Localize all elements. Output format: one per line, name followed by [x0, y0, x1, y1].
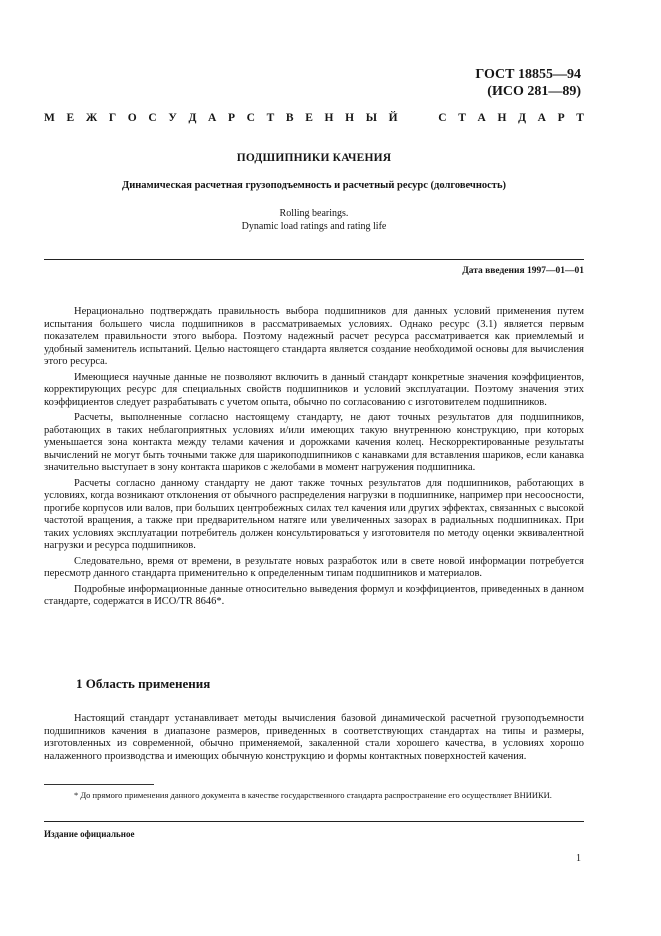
banner-letter: Ж — [85, 112, 98, 124]
banner-letter: С — [438, 112, 447, 124]
banner-letter: Н — [497, 112, 507, 124]
banner-letter: О — [127, 112, 137, 124]
paragraph: Имеющиеся научные данные не позволяют включить в данный стандарт конкретные значения коэффициентов, корректирующих ресурс для специальных свойств подшипников и условий эксплуатации. Поэтому значения этих коэффициентов следует разрабатывать с учетом опыта, обычно по согласованию с изготовителем подшипников. — [44, 371, 584, 408]
iso-number: (ИСО 281—89) — [487, 84, 581, 99]
gost-number: ГОСТ 18855—94 — [475, 67, 581, 82]
banner-letter: Н — [324, 112, 334, 124]
banner-letter: Т — [576, 112, 584, 124]
english-title-line2: Dynamic load ratings and rating life — [241, 221, 387, 232]
footnote — [44, 790, 584, 801]
paragraph: Нерационально подтверждать правильность выбора подшипников для данных условий применения путем испытания большего числа подшипников в рассматриваемых условиях. Однако ресурс (3.1) является первым показателем правильности этого выбора. Поэтому надежный расчет ресурса рассматривается как приемлемый и удобный заменитель испытаний. Целью настоящего стандарта является создание необходимой основы для вычисления этого ресурса. — [44, 306, 584, 367]
footer-divider — [44, 821, 584, 822]
banner-letter: А — [208, 112, 217, 124]
banner-letter: Г — [108, 112, 117, 124]
paragraph: Настоящий стандарт устанавливает методы вычисления базовой динамической расчетной грузоподъемности подшипников качения в диапазоне размеров, приведенных в соответствующих стандартах на типы и размеры, изготовленных из современной, обычно применяемой, закаленной стали хорошего качества, в условиях хорошо налаженного производства и имеющих обычную конструкцию и формы контактных поверхностей качения. — [44, 713, 584, 762]
banner-letter: Н — [345, 112, 355, 124]
header-divider — [44, 259, 584, 260]
banner-letter: С — [148, 112, 157, 124]
banner-letter — [409, 112, 412, 124]
banner-letter: У — [168, 112, 177, 124]
banner-letter: Е — [305, 112, 313, 124]
banner-letter — [424, 112, 427, 124]
english-title — [44, 207, 584, 233]
banner-letter: Й — [388, 112, 398, 124]
banner-letter: Р — [227, 112, 235, 124]
banner-letter: А — [477, 112, 486, 124]
edition-label: Издание официальное — [44, 829, 135, 839]
banner-letter: Д — [518, 112, 526, 124]
page-number: 1 — [576, 853, 581, 864]
banner-letter: Р — [557, 112, 565, 124]
banner-letter: М — [44, 112, 55, 124]
banner-letter: Т — [266, 112, 275, 124]
paragraph: Подробные информационные данные относительно выведения формул и коэффициентов, приведенных в данном стандарте, содержатся в ИСО/TR 8646*. — [44, 583, 584, 607]
paragraph: Расчеты, выполненные согласно настоящему стандарту, не дают точных результатов для подшипников, работающих в таких неблагоприятных условиях и/или имеющих такую внутреннюю конструкцию, при которых уменьшается зона контакта между телами качения и дорожками качения колец. Нескорректированные результаты вычислений не могут быть точными также для шарикоподшипников с канавками для вставления шариков, если канавка значительно выступает в зону контакта шариков с желобами в момент нагружения подшипника. — [44, 412, 584, 473]
footnote-text: * До прямого применения данного документа в качестве государственного стандарта распространение его осуществляет ВНИИКИ. — [74, 790, 552, 800]
banner-letter: А — [537, 112, 546, 124]
banner-letter: С — [246, 112, 255, 124]
banner-letter: Е — [66, 112, 75, 124]
section-heading: 1 Область применения — [76, 676, 211, 691]
paragraph: Расчеты согласно данному стандарту не дают также точных результатов для подшипников, работающих в условиях, когда возникают отклонения от обычного распределения нагрузки в подшипнике, например при несоосности, прогибе корпусов или валов, при больших центробежных силах тел качения или других эффектах, связанных с высокой частотой вращения, а также при предварительном натяге или увеличенных зазорах в радиальных подшипниках. При таких условиях эксплуатации потребитель должен консультироваться у изготовителя по методу оценки эквивалентной нагрузки и ресурса подшипников. — [44, 477, 584, 551]
paragraph: Следовательно, время от времени, в результате новых разработок или в свете новой информации потребуется пересмотр данного стандарта применительно к определенным типам подшипников и материалов. — [44, 555, 584, 579]
english-title-line1: Rolling bearings. — [279, 208, 349, 219]
document-number — [381, 66, 581, 100]
document-subtitle: Динамическая расчетная грузоподъемность и расчетный ресурс (долговечность) — [121, 180, 506, 191]
interstate-standard-banner — [44, 112, 584, 124]
document-title: ПОДШИПНИКИ КАЧЕНИЯ — [236, 152, 392, 164]
footnote-divider — [44, 784, 154, 785]
banner-letter: Ы — [365, 112, 377, 124]
section-text — [44, 713, 584, 763]
introduction-date: Дата введения 1997—01—01 — [462, 266, 584, 276]
banner-letter: Д — [188, 112, 197, 124]
banner-letter: Т — [458, 112, 466, 124]
banner-letter: В — [285, 112, 294, 124]
introduction-text — [44, 306, 584, 612]
